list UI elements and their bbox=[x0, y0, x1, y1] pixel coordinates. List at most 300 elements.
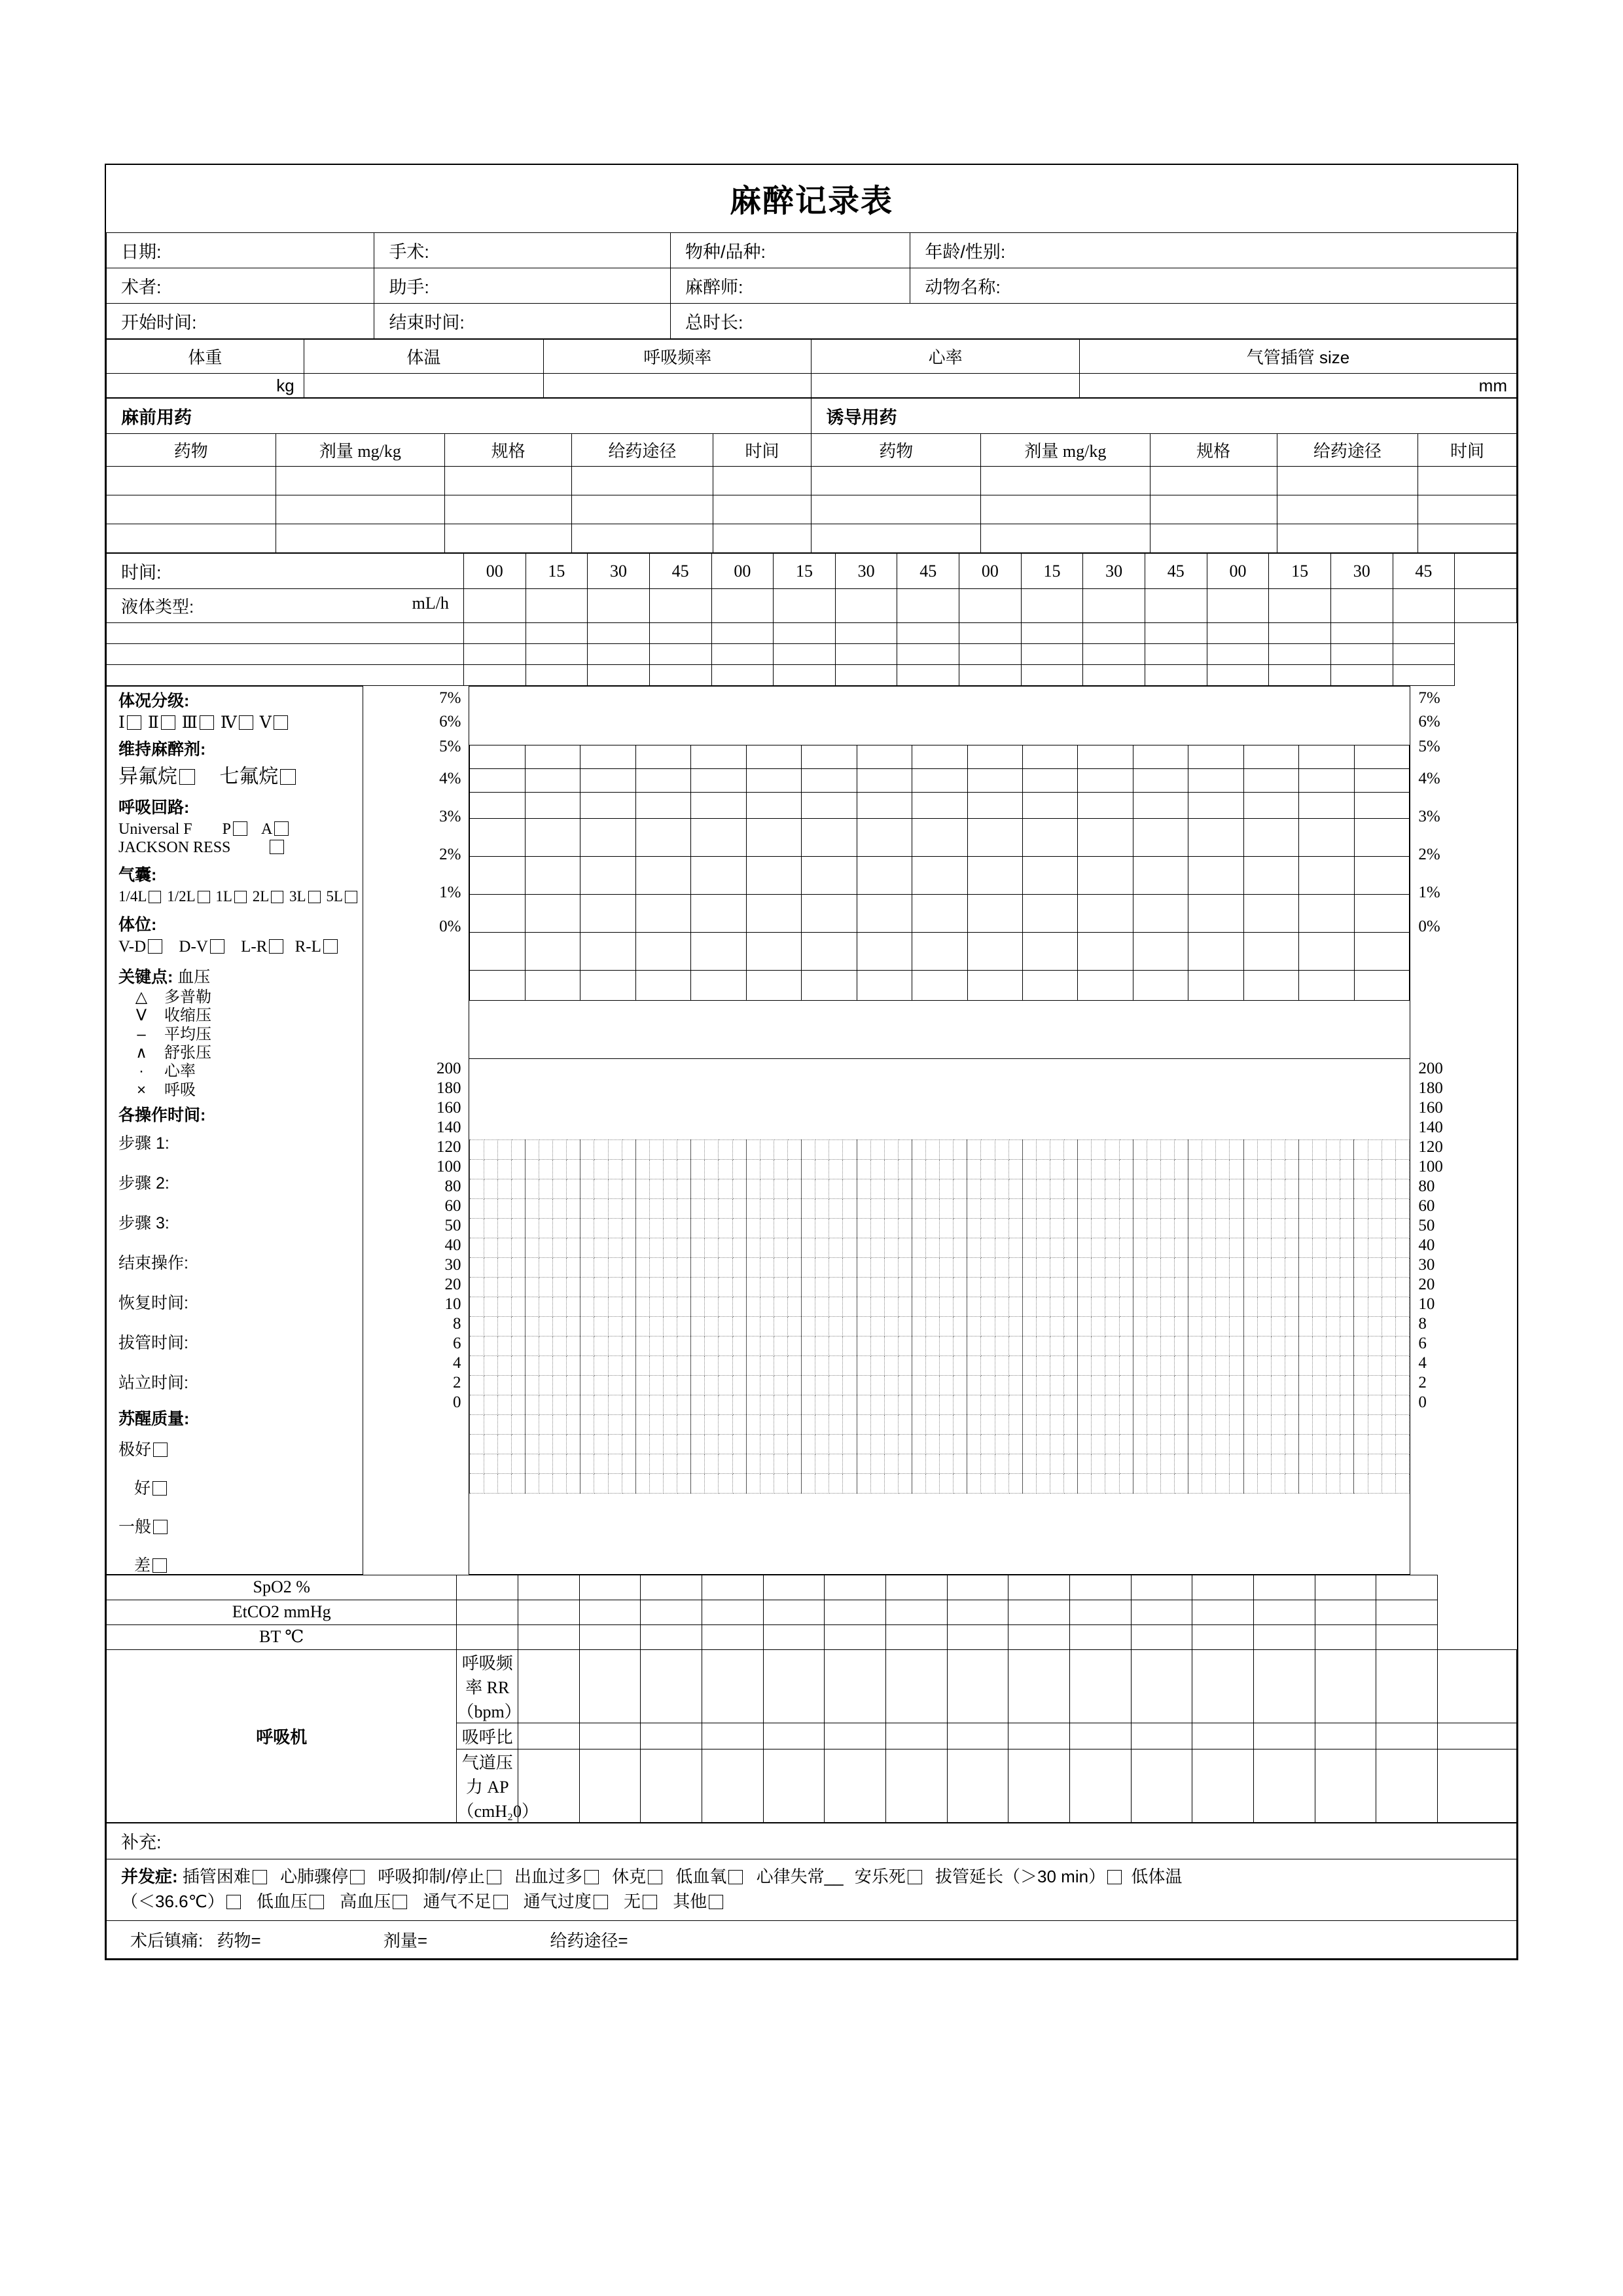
monitor-cell[interactable] bbox=[886, 1600, 948, 1624]
monitor-cell[interactable] bbox=[825, 1600, 886, 1624]
fluid-cell[interactable] bbox=[107, 665, 464, 686]
monitor-cell[interactable] bbox=[457, 1600, 518, 1624]
checkbox-icon[interactable] bbox=[226, 1895, 241, 1909]
fluid-cell[interactable] bbox=[897, 623, 959, 644]
vitals-rr-header: 呼吸频率 bbox=[544, 340, 812, 374]
monitor-cell[interactable] bbox=[1008, 1600, 1070, 1624]
vent-cell[interactable] bbox=[1192, 1649, 1254, 1723]
circuit-jackson-rees[interactable] bbox=[118, 840, 363, 855]
checkbox-icon[interactable] bbox=[345, 891, 357, 903]
vitals-weight-value[interactable]: kg bbox=[107, 374, 304, 398]
monitor-cell[interactable] bbox=[1192, 1575, 1254, 1600]
comp-item: （＜36.6℃） bbox=[121, 1891, 224, 1911]
checkbox-icon[interactable] bbox=[280, 769, 296, 785]
fluid-cell[interactable] bbox=[774, 644, 836, 665]
monitor-cell[interactable] bbox=[702, 1575, 764, 1600]
checkbox-icon[interactable] bbox=[210, 939, 224, 954]
checkbox-icon[interactable] bbox=[323, 939, 338, 954]
bag-options[interactable] bbox=[118, 889, 363, 904]
monitor-cell[interactable] bbox=[1253, 1624, 1315, 1649]
drug-cell[interactable] bbox=[445, 524, 572, 553]
vent-cell[interactable] bbox=[1070, 1649, 1132, 1723]
drug-cell[interactable] bbox=[572, 495, 713, 524]
checkbox-icon[interactable] bbox=[148, 939, 162, 954]
fluid-cell[interactable] bbox=[1393, 623, 1455, 644]
fluid-cell[interactable] bbox=[1083, 589, 1145, 623]
checkbox-icon[interactable] bbox=[271, 891, 283, 903]
monitor-cell[interactable] bbox=[702, 1600, 764, 1624]
monitor-cell[interactable] bbox=[1192, 1600, 1254, 1624]
fluid-cell[interactable] bbox=[959, 665, 1022, 686]
op-step-1[interactable]: 步骤 1: bbox=[118, 1134, 169, 1153]
checkbox-icon[interactable] bbox=[152, 1558, 167, 1573]
drug-cell[interactable] bbox=[981, 524, 1150, 553]
vent-cell[interactable] bbox=[1192, 1723, 1254, 1749]
fluid-cell[interactable] bbox=[526, 589, 588, 623]
monitor-cell[interactable] bbox=[641, 1600, 702, 1624]
monitor-label-etco2: EtCO2 mmHg bbox=[107, 1600, 457, 1624]
vent-cell[interactable] bbox=[1192, 1749, 1254, 1822]
vent-cell[interactable] bbox=[702, 1649, 764, 1723]
fluid-cell[interactable] bbox=[835, 665, 897, 686]
fluid-cell[interactable] bbox=[649, 623, 711, 644]
drug-cell[interactable] bbox=[572, 467, 713, 495]
premed-col-spec: 规格 bbox=[445, 434, 572, 467]
checkbox-icon[interactable] bbox=[643, 1895, 657, 1909]
asa-options[interactable] bbox=[118, 715, 363, 731]
drug-cell[interactable] bbox=[276, 524, 445, 553]
monitor-cell[interactable] bbox=[1315, 1575, 1376, 1600]
drug-cell[interactable] bbox=[107, 495, 276, 524]
induction-col-dose: 剂量 mg/kg bbox=[981, 434, 1150, 467]
drug-cell[interactable] bbox=[1150, 524, 1277, 553]
drug-cell[interactable] bbox=[107, 524, 276, 553]
maint-item-sevo: 七氟烷 bbox=[219, 766, 279, 787]
vent-cell[interactable] bbox=[886, 1723, 948, 1749]
monitor-cell[interactable] bbox=[1131, 1624, 1192, 1649]
key-title: 关键点: bbox=[118, 968, 173, 986]
checkbox-icon[interactable] bbox=[233, 821, 247, 836]
vitals-temp-value[interactable] bbox=[304, 374, 543, 398]
bp-tick: 40 bbox=[1418, 1236, 1435, 1254]
monitor-cell[interactable] bbox=[641, 1575, 702, 1600]
vent-cell[interactable] bbox=[1131, 1749, 1192, 1822]
monitor-cell[interactable] bbox=[1008, 1575, 1070, 1600]
drug-cell[interactable] bbox=[276, 495, 445, 524]
bag-item: 2L bbox=[252, 888, 270, 905]
drug-cell[interactable] bbox=[812, 495, 981, 524]
field-duration[interactable]: 总时长: bbox=[670, 304, 1516, 339]
monitor-cell[interactable] bbox=[641, 1624, 702, 1649]
checkbox-icon[interactable] bbox=[239, 715, 253, 730]
vent-cell[interactable] bbox=[1253, 1723, 1315, 1749]
fluid-cell[interactable] bbox=[1207, 623, 1269, 644]
checkbox-icon[interactable] bbox=[308, 891, 321, 903]
checkbox-icon[interactable] bbox=[152, 1481, 167, 1496]
drug-cell[interactable] bbox=[1150, 467, 1277, 495]
monitor-cell[interactable] bbox=[763, 1575, 825, 1600]
position-item: L-R bbox=[241, 938, 268, 956]
vent-cell[interactable] bbox=[1376, 1723, 1438, 1749]
monitor-cell[interactable] bbox=[1008, 1624, 1070, 1649]
monitor-cell[interactable] bbox=[886, 1624, 948, 1649]
bp-tick: 4 bbox=[452, 1354, 461, 1372]
fluid-cell[interactable] bbox=[1021, 623, 1083, 644]
fluid-cell[interactable] bbox=[1021, 665, 1083, 686]
vent-cell[interactable] bbox=[1315, 1723, 1376, 1749]
fluid-cell[interactable] bbox=[588, 623, 650, 644]
fluid-cell[interactable] bbox=[959, 589, 1022, 623]
checkbox-icon[interactable] bbox=[270, 840, 284, 854]
fluid-cell[interactable] bbox=[463, 644, 526, 665]
time-tick: 45 bbox=[897, 554, 959, 589]
drug-cell[interactable] bbox=[713, 524, 812, 553]
gas-tick: 0% bbox=[1418, 917, 1440, 935]
checkbox-icon[interactable] bbox=[198, 891, 210, 903]
drug-cell[interactable] bbox=[107, 467, 276, 495]
fluid-cell[interactable] bbox=[711, 623, 774, 644]
vent-cell[interactable] bbox=[1131, 1649, 1192, 1723]
fluid-cell[interactable] bbox=[526, 623, 588, 644]
vent-cell[interactable] bbox=[825, 1749, 886, 1822]
monitor-cell[interactable] bbox=[825, 1624, 886, 1649]
induction-col-drug: 药物 bbox=[812, 434, 981, 467]
checkbox-icon[interactable] bbox=[584, 1870, 599, 1884]
monitor-cell[interactable] bbox=[763, 1624, 825, 1649]
drug-cell[interactable] bbox=[1277, 524, 1418, 553]
drug-cell[interactable] bbox=[981, 467, 1150, 495]
fluid-cell[interactable] bbox=[1145, 589, 1207, 623]
monitor-cell[interactable] bbox=[1070, 1600, 1132, 1624]
fluid-cell[interactable] bbox=[1083, 644, 1145, 665]
monitor-cell[interactable] bbox=[457, 1624, 518, 1649]
fluid-cell[interactable] bbox=[897, 644, 959, 665]
fluid-cell[interactable] bbox=[1083, 623, 1145, 644]
drug-cell[interactable] bbox=[572, 524, 713, 553]
vent-cell[interactable] bbox=[886, 1749, 948, 1822]
vent-cell[interactable] bbox=[1008, 1749, 1070, 1822]
monitor-cell[interactable] bbox=[947, 1624, 1008, 1649]
vent-cell[interactable] bbox=[1253, 1749, 1315, 1822]
vent-cell[interactable] bbox=[1253, 1649, 1315, 1723]
fluid-cell[interactable] bbox=[1393, 665, 1455, 686]
drug-cell[interactable] bbox=[1277, 467, 1418, 495]
fluid-cell[interactable] bbox=[588, 589, 650, 623]
checkbox-icon[interactable] bbox=[350, 1870, 365, 1884]
fluid-cell[interactable] bbox=[959, 623, 1022, 644]
monitor-cell[interactable] bbox=[579, 1575, 641, 1600]
vent-cell[interactable] bbox=[1376, 1649, 1438, 1723]
vent-row-ie: 吸呼比 bbox=[457, 1723, 518, 1749]
analgesia-drug: 药物= bbox=[217, 1931, 261, 1951]
monitor-cell[interactable] bbox=[1376, 1624, 1438, 1649]
fluid-cell[interactable] bbox=[1207, 589, 1269, 623]
drug-cell[interactable] bbox=[445, 467, 572, 495]
fluid-cell[interactable] bbox=[107, 623, 464, 644]
vent-cell[interactable] bbox=[1315, 1749, 1376, 1822]
vitals-rr-value[interactable] bbox=[544, 374, 812, 398]
checkbox-icon[interactable] bbox=[127, 715, 141, 730]
vent-cell[interactable] bbox=[579, 1649, 641, 1723]
field-end-time[interactable]: 结束时间: bbox=[374, 304, 671, 339]
vent-cell[interactable] bbox=[1437, 1749, 1516, 1822]
vent-cell[interactable] bbox=[518, 1649, 580, 1723]
fluid-cell[interactable] bbox=[774, 665, 836, 686]
fluid-cell[interactable] bbox=[649, 644, 711, 665]
drug-cell[interactable] bbox=[1277, 495, 1418, 524]
monitor-cell[interactable] bbox=[702, 1624, 764, 1649]
vent-cell[interactable] bbox=[825, 1649, 886, 1723]
vent-cell[interactable] bbox=[947, 1749, 1008, 1822]
monitor-cell[interactable] bbox=[1376, 1575, 1438, 1600]
bp-chart-grid[interactable] bbox=[469, 1059, 1410, 1574]
gas-tick: 4% bbox=[439, 769, 461, 787]
fluid-cell[interactable] bbox=[649, 589, 711, 623]
fluid-cell[interactable] bbox=[835, 644, 897, 665]
fluid-cell[interactable] bbox=[1393, 644, 1455, 665]
vent-cell[interactable] bbox=[641, 1723, 702, 1749]
fluid-cell[interactable] bbox=[1207, 665, 1269, 686]
checkbox-icon[interactable] bbox=[200, 715, 214, 730]
checkbox-icon[interactable] bbox=[648, 1870, 662, 1884]
fluid-cell[interactable] bbox=[711, 589, 774, 623]
vent-cell[interactable] bbox=[702, 1723, 764, 1749]
checkbox-icon[interactable] bbox=[310, 1895, 324, 1909]
monitor-cell[interactable] bbox=[579, 1600, 641, 1624]
vent-cell[interactable] bbox=[1008, 1649, 1070, 1723]
drug-cell[interactable] bbox=[981, 495, 1150, 524]
maintenance-options[interactable] bbox=[118, 767, 363, 787]
field-surgery[interactable]: 手术: bbox=[374, 233, 671, 268]
vent-cell[interactable] bbox=[947, 1723, 1008, 1749]
fluid-cell[interactable] bbox=[649, 665, 711, 686]
checkbox-icon[interactable] bbox=[1107, 1870, 1122, 1884]
fluid-cell[interactable] bbox=[774, 589, 836, 623]
field-species[interactable]: 物种/品种: bbox=[670, 233, 910, 268]
fluid-cell[interactable] bbox=[1330, 644, 1393, 665]
drug-cell[interactable] bbox=[713, 495, 812, 524]
vent-cell[interactable] bbox=[763, 1749, 825, 1822]
monitor-cell[interactable] bbox=[1253, 1575, 1315, 1600]
checkbox-icon[interactable] bbox=[728, 1870, 743, 1884]
fluid-cell[interactable] bbox=[1455, 589, 1517, 623]
field-age-sex[interactable]: 年龄/性别: bbox=[910, 233, 1517, 268]
drug-cell[interactable] bbox=[812, 524, 981, 553]
monitor-cell[interactable] bbox=[886, 1575, 948, 1600]
monitor-cell[interactable] bbox=[518, 1600, 580, 1624]
checkbox-icon[interactable] bbox=[709, 1895, 723, 1909]
checkbox-icon[interactable] bbox=[253, 1870, 267, 1884]
monitor-cell[interactable] bbox=[1315, 1600, 1376, 1624]
monitor-cell[interactable] bbox=[1131, 1600, 1192, 1624]
bp-tick: 120 bbox=[1418, 1138, 1443, 1156]
complications-block[interactable] bbox=[107, 1859, 1517, 1920]
vitals-tube-value[interactable]: mm bbox=[1079, 374, 1516, 398]
fluid-cell[interactable] bbox=[1330, 665, 1393, 686]
vent-cell[interactable] bbox=[825, 1723, 886, 1749]
fluid-cell[interactable] bbox=[463, 623, 526, 644]
drug-cell[interactable] bbox=[445, 495, 572, 524]
fluid-cell[interactable] bbox=[1269, 589, 1331, 623]
drug-cell[interactable] bbox=[1418, 467, 1517, 495]
recovery-poor-label: 差 bbox=[134, 1556, 151, 1575]
fluid-cell[interactable] bbox=[1207, 644, 1269, 665]
table-row bbox=[107, 623, 1517, 644]
monitor-cell[interactable] bbox=[947, 1575, 1008, 1600]
fluid-cell[interactable] bbox=[1145, 644, 1207, 665]
checkbox-icon[interactable] bbox=[393, 1895, 407, 1909]
op-standing-time[interactable]: 站立时间: bbox=[118, 1373, 188, 1392]
fluid-type-cell[interactable] bbox=[107, 589, 464, 623]
analgesia-block[interactable] bbox=[107, 1921, 1517, 1959]
drug-cell[interactable] bbox=[1150, 495, 1277, 524]
drug-cell[interactable] bbox=[1418, 524, 1517, 553]
monitor-cell[interactable] bbox=[825, 1575, 886, 1600]
checkbox-icon[interactable] bbox=[153, 1443, 168, 1457]
fluid-cell[interactable] bbox=[1269, 644, 1331, 665]
monitor-cell[interactable] bbox=[763, 1600, 825, 1624]
op-extubation-time[interactable]: 拔管时间: bbox=[118, 1333, 188, 1352]
monitor-cell[interactable] bbox=[579, 1624, 641, 1649]
monitor-cell[interactable] bbox=[1253, 1600, 1315, 1624]
drug-cell[interactable] bbox=[1418, 495, 1517, 524]
vent-cell[interactable] bbox=[518, 1723, 580, 1749]
vent-cell[interactable] bbox=[1131, 1723, 1192, 1749]
fluid-cell[interactable] bbox=[1330, 589, 1393, 623]
bp-tick: 2 bbox=[452, 1373, 461, 1391]
vent-cell[interactable] bbox=[886, 1649, 948, 1723]
fluid-cell[interactable] bbox=[588, 644, 650, 665]
fluid-type-label: 液体类型: bbox=[121, 597, 194, 617]
vent-cell[interactable] bbox=[763, 1723, 825, 1749]
vent-cell[interactable] bbox=[1008, 1723, 1070, 1749]
checkbox-icon[interactable] bbox=[493, 1895, 508, 1909]
fluid-cell[interactable] bbox=[1393, 589, 1455, 623]
bp-tick: 140 bbox=[1418, 1118, 1443, 1136]
checkbox-icon[interactable] bbox=[153, 1520, 168, 1534]
position-options[interactable] bbox=[118, 939, 363, 955]
drug-cell[interactable] bbox=[276, 467, 445, 495]
monitor-cell[interactable] bbox=[1070, 1575, 1132, 1600]
vent-cell[interactable] bbox=[1437, 1649, 1516, 1723]
checkbox-icon[interactable] bbox=[269, 939, 283, 954]
monitor-cell[interactable] bbox=[1192, 1624, 1254, 1649]
vent-cell[interactable] bbox=[702, 1749, 764, 1822]
checkbox-icon[interactable] bbox=[274, 715, 288, 730]
vent-cell[interactable] bbox=[947, 1649, 1008, 1723]
vent-cell[interactable] bbox=[1315, 1649, 1376, 1723]
fluid-cell[interactable] bbox=[1021, 644, 1083, 665]
gas-tick: 2% bbox=[439, 845, 461, 863]
vent-cell[interactable] bbox=[1070, 1723, 1132, 1749]
fluid-cell[interactable] bbox=[835, 623, 897, 644]
checkbox-icon[interactable] bbox=[594, 1895, 608, 1909]
op-recovery-time[interactable]: 恢复时间: bbox=[118, 1293, 188, 1312]
field-assistant[interactable]: 助手: bbox=[374, 268, 671, 304]
monitor-cell[interactable] bbox=[947, 1600, 1008, 1624]
vent-cell[interactable] bbox=[579, 1749, 641, 1822]
fluid-cell[interactable] bbox=[774, 623, 836, 644]
fluid-cell[interactable] bbox=[588, 665, 650, 686]
field-anesthetist[interactable]: 麻醉师: bbox=[670, 268, 910, 304]
time-tick: 15 bbox=[1269, 554, 1331, 589]
monitor-cell[interactable] bbox=[1315, 1624, 1376, 1649]
time-tick: 15 bbox=[774, 554, 836, 589]
fluid-cell[interactable] bbox=[1145, 665, 1207, 686]
monitor-cell[interactable] bbox=[1131, 1575, 1192, 1600]
checkbox-icon[interactable] bbox=[234, 891, 247, 903]
vent-cell[interactable] bbox=[1437, 1723, 1516, 1749]
comp-item: 高血压 bbox=[340, 1891, 391, 1911]
checkbox-icon[interactable] bbox=[487, 1870, 501, 1884]
field-date[interactable]: 日期: bbox=[107, 233, 374, 268]
monitor-cell[interactable] bbox=[1070, 1624, 1132, 1649]
fluid-cell[interactable] bbox=[835, 589, 897, 623]
op-end[interactable]: 结束操作: bbox=[118, 1253, 188, 1272]
gas-chart-grid[interactable] bbox=[469, 687, 1410, 1059]
fluid-cell[interactable] bbox=[897, 665, 959, 686]
vitals-hr-value[interactable] bbox=[812, 374, 1079, 398]
comp-item: 通气不足 bbox=[423, 1891, 491, 1911]
fluid-cell[interactable] bbox=[1083, 665, 1145, 686]
monitor-cell[interactable] bbox=[518, 1624, 580, 1649]
checkbox-icon[interactable] bbox=[149, 891, 161, 903]
fluid-cell[interactable] bbox=[711, 665, 774, 686]
checkbox-icon[interactable] bbox=[908, 1870, 922, 1884]
fluid-cell[interactable] bbox=[1145, 623, 1207, 644]
checkbox-icon[interactable] bbox=[179, 769, 195, 785]
drug-cell[interactable] bbox=[713, 467, 812, 495]
vent-cell[interactable] bbox=[641, 1749, 702, 1822]
checkbox-icon[interactable] bbox=[274, 821, 289, 836]
monitor-cell[interactable] bbox=[518, 1575, 580, 1600]
fluid-cell[interactable] bbox=[1269, 623, 1331, 644]
vent-cell[interactable] bbox=[1070, 1749, 1132, 1822]
field-animal-name[interactable]: 动物名称: bbox=[910, 268, 1517, 304]
op-step-3[interactable]: 步骤 3: bbox=[118, 1213, 169, 1232]
fluid-cell[interactable] bbox=[1330, 623, 1393, 644]
bp-tick: 0 bbox=[452, 1393, 461, 1411]
drug-cell[interactable] bbox=[812, 467, 981, 495]
supplement-field[interactable]: 补充: bbox=[107, 1823, 1517, 1859]
checkbox-icon[interactable] bbox=[161, 715, 175, 730]
key-bp-label: 血压 bbox=[177, 968, 211, 986]
fluid-cell[interactable] bbox=[107, 644, 464, 665]
vent-cell[interactable] bbox=[579, 1723, 641, 1749]
fluid-cell[interactable] bbox=[897, 589, 959, 623]
monitor-cell[interactable] bbox=[457, 1575, 518, 1600]
field-surgeon[interactable]: 术者: bbox=[107, 268, 374, 304]
vent-cell[interactable] bbox=[1376, 1749, 1438, 1822]
bp-tick: 80 bbox=[1418, 1177, 1435, 1195]
circuit-universal-f[interactable] bbox=[118, 821, 363, 837]
fluid-cell[interactable] bbox=[711, 644, 774, 665]
fluid-cell[interactable] bbox=[526, 665, 588, 686]
field-start-time[interactable]: 开始时间: bbox=[107, 304, 374, 339]
fluid-cell[interactable] bbox=[526, 644, 588, 665]
bp-tick: 200 bbox=[1418, 1059, 1443, 1077]
fluid-cell[interactable] bbox=[463, 589, 526, 623]
fluid-cell[interactable] bbox=[463, 665, 526, 686]
op-step-2[interactable]: 步骤 2: bbox=[118, 1174, 169, 1193]
time-tick: 30 bbox=[1083, 554, 1145, 589]
vent-cell[interactable] bbox=[641, 1649, 702, 1723]
fluid-cell[interactable] bbox=[1269, 665, 1331, 686]
vent-cell[interactable] bbox=[763, 1649, 825, 1723]
fluid-cell[interactable] bbox=[959, 644, 1022, 665]
fluid-cell[interactable] bbox=[1021, 589, 1083, 623]
monitor-cell[interactable] bbox=[1376, 1600, 1438, 1624]
